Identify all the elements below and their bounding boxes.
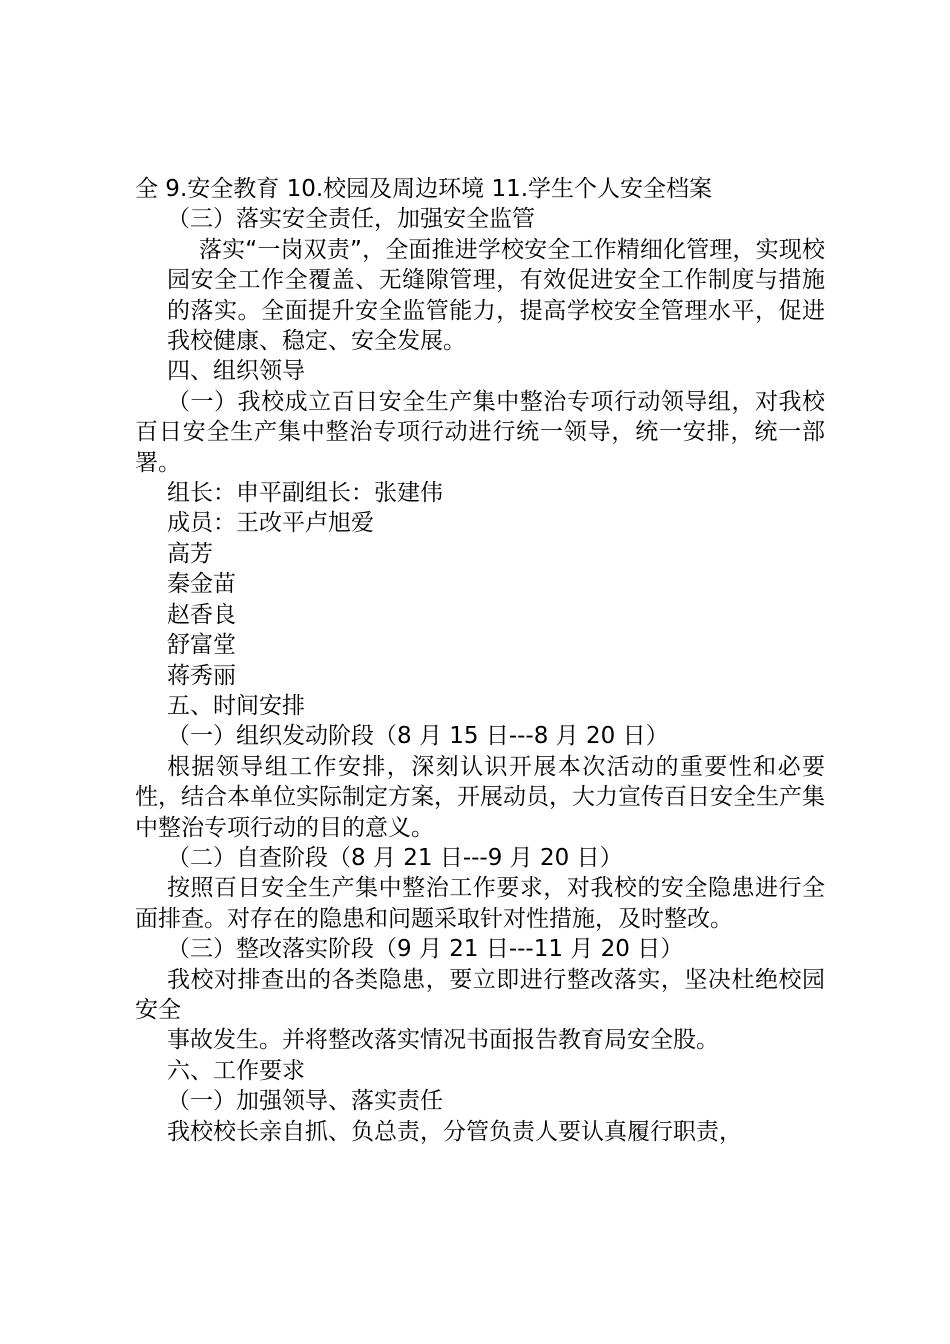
paragraph: 根据领导组工作安排，深刻认识开展本次活动的重要性和必要性，结合本单位实际制定方案，开展动员，大力宣传百日安全生产集中整治专项行动的目的意义。	[135, 753, 825, 841]
paragraph: 落实“一岗双责”，全面推进学校安全工作精细化管理，实现校园安全工作全覆盖、无缝隙管理，有效促进安全工作制度与措施的落实。全面提升安全监管能力，提高学校安全管理水平，促进我校健康、稳定、安全发展。	[167, 236, 825, 355]
member-name: 秦金苗	[167, 571, 236, 598]
member-name: 舒富堂	[167, 632, 236, 659]
leader-line: 组长：申平副组长：张建伟	[167, 480, 443, 507]
document-body	[135, 174, 825, 1147]
section-subheading: （二）自查阶段（8 月 21 日---9 月 20 日）	[167, 844, 623, 871]
paragraph: 事故发生。并将整改落实情况书面报告教育局安全股。	[167, 1027, 719, 1054]
paragraph: 按照百日安全生产集中整治工作要求，对我校的安全隐患进行全面排查。对存在的隐患和问题采取针对性措施，及时整改。	[135, 875, 825, 932]
section-subheading: （三）落实安全责任，加强安全监管	[167, 206, 535, 233]
section-subheading: （三）整改落实阶段（9 月 21 日---11 月 20 日）	[167, 936, 684, 963]
section-heading: 五、时间安排	[167, 692, 305, 719]
paragraph: 我校校长亲自抓、负总责，分管负责人要认真履行职责，	[167, 1118, 742, 1145]
paragraph: （一）我校成立百日安全生产集中整治专项行动领导组，对我校百日安全生产集中整治专项行动进行统一领导，统一安排，统一部署。	[135, 388, 825, 476]
member-name: 蒋秀丽	[167, 662, 236, 689]
section-heading: 四、组织领导	[167, 358, 305, 385]
paragraph: 我校对排查出的各类隐患，要立即进行整改落实，坚决杜绝校园安全	[135, 966, 825, 1023]
section-subheading: （一）组织发动阶段（8 月 15 日---8 月 20 日）	[167, 723, 669, 750]
member-line: 成员：王改平卢旭爱	[167, 510, 374, 537]
member-name: 高芳	[167, 540, 213, 567]
paragraph: 全 9.安全教育 10.校园及周边环境 11.学生个人安全档案	[135, 176, 713, 202]
section-heading: 六、工作要求	[167, 1057, 305, 1084]
member-name: 赵香良	[167, 601, 236, 628]
section-subheading: （一）加强领导、落实责任	[167, 1088, 443, 1115]
